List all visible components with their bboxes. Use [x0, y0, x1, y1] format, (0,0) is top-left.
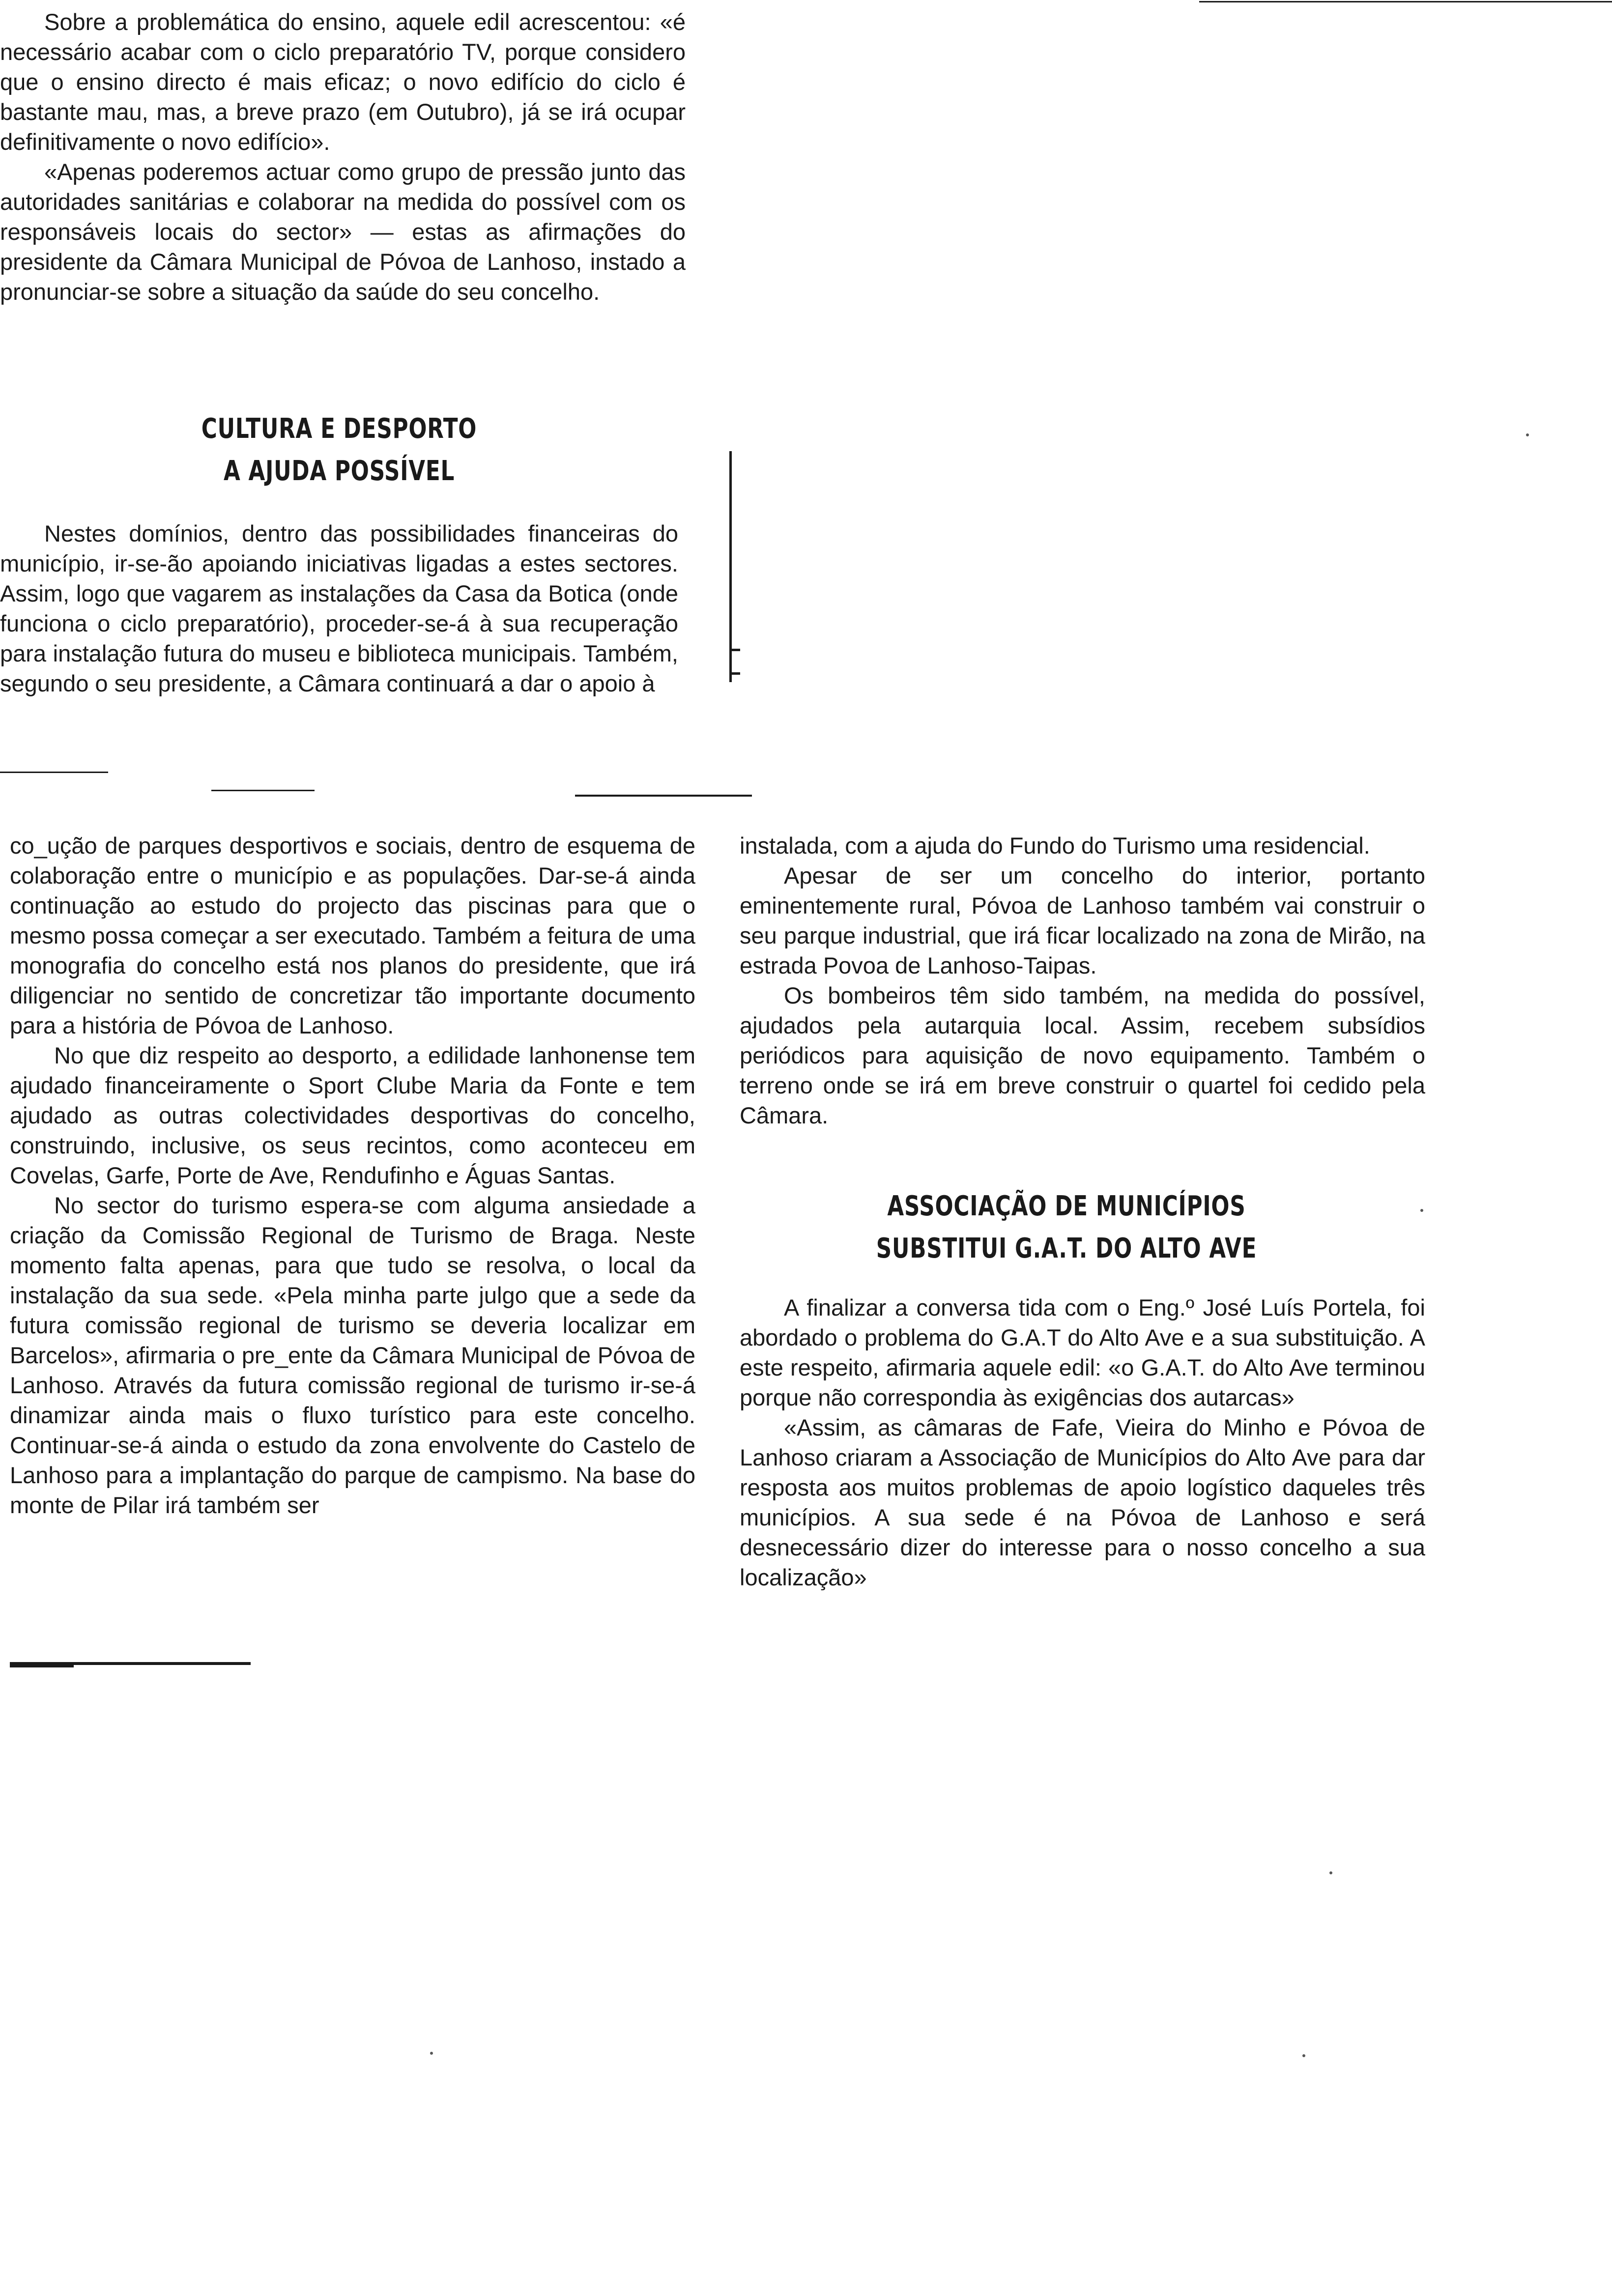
horizontal-rule [1199, 1, 1612, 2]
association-column [740, 1292, 1425, 1592]
headline-line: SUBSTITUI G.A.T. DO ALTO AVE [876, 1233, 1257, 1264]
headline-line: ASSOCIAÇÃO DE MUNICÍPIOS [887, 1190, 1246, 1222]
right-column [740, 831, 1425, 1130]
headline-culture [163, 408, 516, 492]
vertical-rule [729, 451, 732, 682]
left-column [10, 831, 695, 1520]
top-column [0, 7, 686, 307]
scan-speck [430, 2052, 433, 2055]
headline-line: CULTURA E DESPORTO [201, 413, 477, 445]
paragraph: No que diz respeito ao desporto, a edilidade lanhonense tem ajudado financeiramente o Sport Clube Maria da Fonte e tem ajudado as outras colectividades desportivas do concelho, construindo, inclusive, os seus recintos, como aconteceu em Covelas, Garfe, Porte de Ave, Rendufinho e Águas Santas. [10, 1042, 695, 1188]
culture-column [0, 518, 678, 698]
horizontal-rule [10, 1665, 74, 1667]
scan-speck [1420, 1209, 1423, 1212]
rule-tick [731, 672, 740, 675]
paragraph: Apesar de ser um concelho do interior, portanto eminentemente rural, Póvoa de Lanhoso também vai construir o seu parque industrial, que irá ficar localizado na zona de Mirão, na estrada Povoa de Lanhoso-Taipas. [740, 862, 1425, 978]
paragraph: «Assim, as câmaras de Fafe, Vieira do Minho e Póvoa de Lanhoso criaram a Associação de Municípios do Alto Ave para dar resposta aos muitos problemas de apoio logístico daqueles três municípios. A sua sede é na Póvoa de Lanhoso e será desnecessário dizer do interesse para o nosso concelho a sua localização» [740, 1414, 1425, 1590]
scan-speck [1526, 433, 1529, 436]
scan-speck [1302, 2054, 1305, 2057]
paragraph: A finalizar a conversa tida com o Eng.º José Luís Portela, foi abordado o problema do G.A.T do Alto Ave e a sua substituição. A este respeito, afirmaria aquele edil: «o G.A.T. do Alto Ave terminou porque não correspondia às exigências dos autarcas» [740, 1294, 1425, 1410]
paragraph: No sector do turismo espera-se com alguma ansiedade a criação da Comissão Regional de Turismo de Braga. Neste momento falta apenas, para que tudo se resolva, o local da instalação da sua sede. «Pela minha parte julgo que a sede da futura comissão regional de turismo se deveria localizar em Barcelos», afirmaria o pre_ente da Câmara Municipal de Póvoa de Lanhoso. Através da futura comissão regional de turismo ir-se-á dinamizar ainda mais o fluxo turístico para este concelho. Continuar-se-á ainda o estudo da zona envolvente do Castelo de Lanhoso para a implantação do parque de campismo. Na base do monte de Pilar irá também ser [10, 1192, 695, 1518]
horizontal-rule [211, 790, 315, 791]
paragraph: «Apenas poderemos actuar como grupo de pressão junto das autoridades sanitárias e colaborar na medida do possível com os responsáveis locais do sector» — estas as afirmações do presidente da Câmara Municipal de Póvoa de Lanhoso, instado a pronunciar-se sobre a situação da saúde do seu concelho. [0, 159, 686, 305]
paragraph: co_ução de parques desportivos e sociais, dentro de esquema de colaboração entre o município e as populações. Dar-se-á ainda continuação ao estudo do projecto das piscinas para que o mesmo possa começar a ser executado. Também a feitura de uma monografia do concelho está nos planos do presidente, que irá diligenciar no sentido de concretizar tão importante documento para a história de Póvoa de Lanhoso. [10, 832, 695, 1038]
paragraph: Os bombeiros têm sido também, na medida do possível, ajudados pela autarquia local. Assim, recebem subsídios periódicos para aquisição de novo equipamento. Também o terreno onde se irá em breve construir o quartel foi cedido pela Câmara. [740, 982, 1425, 1128]
headline-line: A AJUDA POSSÍVEL [223, 455, 455, 487]
headline-association [798, 1185, 1335, 1270]
paragraph: instalada, com a ajuda do Fundo do Turismo uma residencial. [740, 832, 1370, 859]
paragraph: Nestes domínios, dentro das possibilidades financeiras do município, ir-se-ão apoiando iniciativas ligadas a estes sectores. Assim, logo que vagarem as instalações da Casa da Botica (onde funciona o ciclo preparatório), proceder-se-á à sua recuperação para instalação futura do museu e biblioteca municipais. Também, segundo o seu presidente, a Câmara continuará a dar o apoio à [0, 520, 678, 696]
paragraph: Sobre a problemática do ensino, aquele edil acrescentou: «é necessário acabar com o ciclo preparatório TV, porque considero que o ensino directo é mais eficaz; o novo edifício do ciclo é bastante mau, mas, a breve prazo (em Outubro), já se irá ocupar definitivamente o novo edifício». [0, 9, 686, 155]
horizontal-rule [575, 795, 752, 797]
scan-speck [1329, 1871, 1332, 1874]
rule-tick [731, 649, 740, 651]
horizontal-rule [0, 772, 108, 773]
